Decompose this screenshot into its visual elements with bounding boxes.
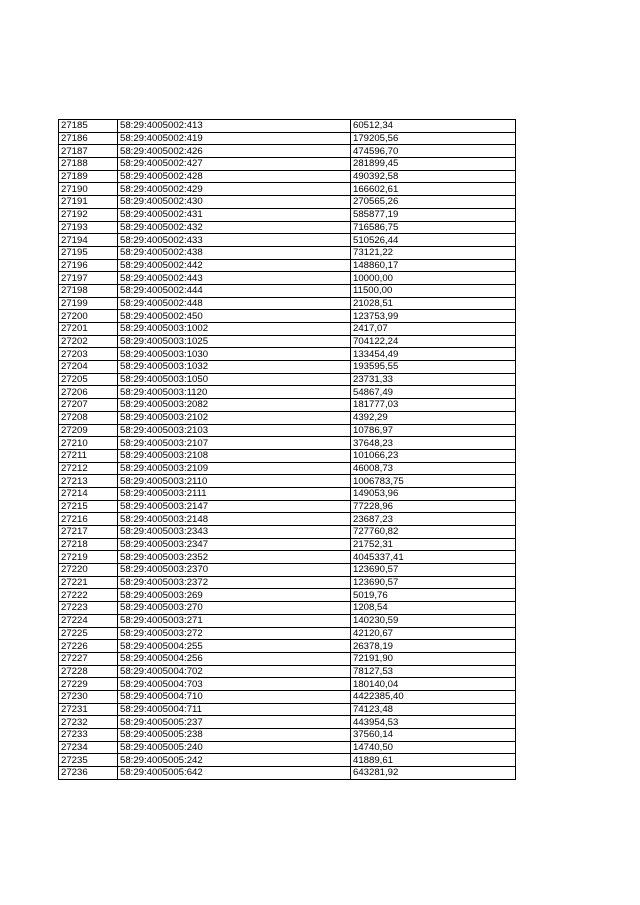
row-number-cell: 27189	[59, 170, 118, 183]
cadastral-number-cell: 58:29:4005003:2370	[118, 564, 351, 577]
table-row	[59, 145, 516, 158]
cadastral-number-cell: 58:29:4005004:255	[118, 640, 351, 653]
table-row	[59, 475, 516, 488]
value-cell: 74123,48	[351, 703, 516, 716]
value-cell: 4045337,41	[351, 551, 516, 564]
row-number-cell: 27225	[59, 627, 118, 640]
value-cell: 21028,51	[351, 297, 516, 310]
table-row	[59, 754, 516, 767]
table-row	[59, 449, 516, 462]
table-row	[59, 411, 516, 424]
value-cell: 180140,04	[351, 678, 516, 691]
table-row	[59, 386, 516, 399]
table-row	[59, 526, 516, 539]
value-cell: 443954,53	[351, 716, 516, 729]
value-cell: 37648,23	[351, 437, 516, 450]
cadastral-number-cell: 58:29:4005002:438	[118, 246, 351, 259]
value-cell: 4422385,40	[351, 690, 516, 703]
cadastral-number-cell: 58:29:4005002:429	[118, 183, 351, 196]
value-cell: 490392,58	[351, 170, 516, 183]
value-cell: 1006783,75	[351, 475, 516, 488]
value-cell: 123753,99	[351, 310, 516, 323]
cadastral-number-cell: 58:29:4005002:433	[118, 234, 351, 247]
cadastral-number-cell: 58:29:4005002:413	[118, 120, 351, 133]
row-number-cell: 27232	[59, 716, 118, 729]
cadastral-number-cell: 58:29:4005004:711	[118, 703, 351, 716]
cadastral-number-cell: 58:29:4005003:270	[118, 602, 351, 615]
row-number-cell: 27222	[59, 589, 118, 602]
table-row	[59, 361, 516, 374]
row-number-cell: 27203	[59, 348, 118, 361]
cadastral-value-table	[58, 119, 516, 780]
value-cell: 54867,49	[351, 386, 516, 399]
value-cell: 4392,29	[351, 411, 516, 424]
table-row	[59, 500, 516, 513]
cadastral-number-cell: 58:29:4005003:1032	[118, 361, 351, 374]
value-cell: 166602,61	[351, 183, 516, 196]
cadastral-number-cell: 58:29:4005002:448	[118, 297, 351, 310]
cadastral-number-cell: 58:29:4005003:1050	[118, 373, 351, 386]
value-cell: 72191,90	[351, 652, 516, 665]
cadastral-number-cell: 58:29:4005002:443	[118, 272, 351, 285]
table-row	[59, 424, 516, 437]
value-cell: 37560,14	[351, 729, 516, 742]
row-number-cell: 27207	[59, 399, 118, 412]
value-cell: 149053,96	[351, 487, 516, 500]
cadastral-number-cell: 58:29:4005004:702	[118, 665, 351, 678]
row-number-cell: 27193	[59, 221, 118, 234]
row-number-cell: 27199	[59, 297, 118, 310]
cadastral-number-cell: 58:29:4005003:2109	[118, 462, 351, 475]
value-cell: 643281,92	[351, 767, 516, 780]
table-row	[59, 703, 516, 716]
value-cell: 101066,23	[351, 449, 516, 462]
value-cell: 11500,00	[351, 284, 516, 297]
row-number-cell: 27206	[59, 386, 118, 399]
row-number-cell: 27209	[59, 424, 118, 437]
value-cell: 133454,49	[351, 348, 516, 361]
row-number-cell: 27196	[59, 259, 118, 272]
table-row	[59, 246, 516, 259]
row-number-cell: 27221	[59, 576, 118, 589]
cadastral-number-cell: 58:29:4005005:642	[118, 767, 351, 780]
table-row	[59, 564, 516, 577]
table-row	[59, 323, 516, 336]
value-cell: 281899,45	[351, 158, 516, 171]
row-number-cell: 27236	[59, 767, 118, 780]
value-cell: 14740,50	[351, 741, 516, 754]
row-number-cell: 27234	[59, 741, 118, 754]
cadastral-number-cell: 58:29:4005003:2352	[118, 551, 351, 564]
row-number-cell: 27187	[59, 145, 118, 158]
cadastral-number-cell: 58:29:4005003:2372	[118, 576, 351, 589]
table-row	[59, 170, 516, 183]
value-cell: 23731,33	[351, 373, 516, 386]
cadastral-number-cell: 58:29:4005005:242	[118, 754, 351, 767]
table-row	[59, 690, 516, 703]
value-cell: 78127,53	[351, 665, 516, 678]
row-number-cell: 27211	[59, 449, 118, 462]
table-row	[59, 234, 516, 247]
value-cell: 42120,67	[351, 627, 516, 640]
row-number-cell: 27204	[59, 361, 118, 374]
row-number-cell: 27215	[59, 500, 118, 513]
row-number-cell: 27229	[59, 678, 118, 691]
row-number-cell: 27208	[59, 411, 118, 424]
row-number-cell: 27192	[59, 208, 118, 221]
value-cell: 73121,22	[351, 246, 516, 259]
row-number-cell: 27226	[59, 640, 118, 653]
table-row	[59, 576, 516, 589]
row-number-cell: 27185	[59, 120, 118, 133]
cadastral-number-cell: 58:29:4005005:238	[118, 729, 351, 742]
cadastral-number-cell: 58:29:4005003:271	[118, 614, 351, 627]
table-row	[59, 602, 516, 615]
value-cell: 704122,24	[351, 335, 516, 348]
cadastral-number-cell: 58:29:4005003:2111	[118, 487, 351, 500]
cadastral-number-cell: 58:29:4005005:237	[118, 716, 351, 729]
cadastral-number-cell: 58:29:4005002:426	[118, 145, 351, 158]
value-cell: 123690,57	[351, 576, 516, 589]
value-cell: 140230,59	[351, 614, 516, 627]
cadastral-number-cell: 58:29:4005004:710	[118, 690, 351, 703]
table-row	[59, 487, 516, 500]
table-row	[59, 767, 516, 780]
value-cell: 2417,07	[351, 323, 516, 336]
table-row	[59, 297, 516, 310]
row-number-cell: 27218	[59, 538, 118, 551]
table-row	[59, 652, 516, 665]
table-row	[59, 665, 516, 678]
row-number-cell: 27213	[59, 475, 118, 488]
row-number-cell: 27202	[59, 335, 118, 348]
value-cell: 10786,97	[351, 424, 516, 437]
row-number-cell: 27216	[59, 513, 118, 526]
table-row	[59, 627, 516, 640]
cadastral-number-cell: 58:29:4005003:2343	[118, 526, 351, 539]
cadastral-number-cell: 58:29:4005003:2110	[118, 475, 351, 488]
cadastral-number-cell: 58:29:4005003:2082	[118, 399, 351, 412]
value-cell: 10000,00	[351, 272, 516, 285]
cadastral-number-cell: 58:29:4005002:450	[118, 310, 351, 323]
table-row	[59, 437, 516, 450]
row-number-cell: 27191	[59, 196, 118, 209]
row-number-cell: 27194	[59, 234, 118, 247]
row-number-cell: 27217	[59, 526, 118, 539]
row-number-cell: 27219	[59, 551, 118, 564]
table-row	[59, 335, 516, 348]
row-number-cell: 27223	[59, 602, 118, 615]
value-cell: 270565,26	[351, 196, 516, 209]
cadastral-number-cell: 58:29:4005003:1030	[118, 348, 351, 361]
row-number-cell: 27205	[59, 373, 118, 386]
cadastral-number-cell: 58:29:4005004:256	[118, 652, 351, 665]
value-cell: 181777,03	[351, 399, 516, 412]
value-cell: 60512,34	[351, 120, 516, 133]
row-number-cell: 27220	[59, 564, 118, 577]
row-number-cell: 27227	[59, 652, 118, 665]
row-number-cell: 27200	[59, 310, 118, 323]
cadastral-number-cell: 58:29:4005003:1120	[118, 386, 351, 399]
cadastral-number-cell: 58:29:4005003:272	[118, 627, 351, 640]
row-number-cell: 27224	[59, 614, 118, 627]
cadastral-number-cell: 58:29:4005002:444	[118, 284, 351, 297]
table-row	[59, 513, 516, 526]
cadastral-number-cell: 58:29:4005002:419	[118, 132, 351, 145]
table-row	[59, 196, 516, 209]
table-row	[59, 183, 516, 196]
cadastral-number-cell: 58:29:4005002:432	[118, 221, 351, 234]
value-cell: 1208,54	[351, 602, 516, 615]
row-number-cell: 27188	[59, 158, 118, 171]
value-cell: 21752,31	[351, 538, 516, 551]
cadastral-number-cell: 58:29:4005003:2107	[118, 437, 351, 450]
table-row	[59, 272, 516, 285]
table-row	[59, 132, 516, 145]
value-cell: 77228,96	[351, 500, 516, 513]
value-cell: 5019,76	[351, 589, 516, 602]
row-number-cell: 27233	[59, 729, 118, 742]
value-cell: 41889,61	[351, 754, 516, 767]
value-cell: 474596,70	[351, 145, 516, 158]
value-cell: 716586,75	[351, 221, 516, 234]
row-number-cell: 27186	[59, 132, 118, 145]
row-number-cell: 27214	[59, 487, 118, 500]
value-cell: 179205,56	[351, 132, 516, 145]
row-number-cell: 27235	[59, 754, 118, 767]
table-row	[59, 538, 516, 551]
row-number-cell: 27231	[59, 703, 118, 716]
row-number-cell: 27212	[59, 462, 118, 475]
table-row	[59, 741, 516, 754]
table-row	[59, 729, 516, 742]
table-row	[59, 221, 516, 234]
table-row	[59, 120, 516, 133]
value-cell: 193595,55	[351, 361, 516, 374]
table-row	[59, 348, 516, 361]
row-number-cell: 27190	[59, 183, 118, 196]
cadastral-number-cell: 58:29:4005002:431	[118, 208, 351, 221]
cadastral-number-cell: 58:29:4005002:428	[118, 170, 351, 183]
cadastral-number-cell: 58:29:4005002:430	[118, 196, 351, 209]
value-cell: 585877,19	[351, 208, 516, 221]
table-row	[59, 310, 516, 323]
row-number-cell: 27228	[59, 665, 118, 678]
value-cell: 510526,44	[351, 234, 516, 247]
table-row	[59, 462, 516, 475]
table-row	[59, 399, 516, 412]
value-cell: 123690,57	[351, 564, 516, 577]
table-row	[59, 208, 516, 221]
value-cell: 148860,17	[351, 259, 516, 272]
cadastral-number-cell: 58:29:4005003:2147	[118, 500, 351, 513]
table-row	[59, 640, 516, 653]
cadastral-number-cell: 58:29:4005003:2102	[118, 411, 351, 424]
table-row	[59, 614, 516, 627]
row-number-cell: 27210	[59, 437, 118, 450]
cadastral-number-cell: 58:29:4005003:2347	[118, 538, 351, 551]
table-row	[59, 259, 516, 272]
table-row	[59, 373, 516, 386]
cadastral-number-cell: 58:29:4005002:442	[118, 259, 351, 272]
row-number-cell: 27201	[59, 323, 118, 336]
table-row	[59, 678, 516, 691]
cadastral-number-cell: 58:29:4005002:427	[118, 158, 351, 171]
value-cell: 23687,23	[351, 513, 516, 526]
row-number-cell: 27198	[59, 284, 118, 297]
row-number-cell: 27197	[59, 272, 118, 285]
row-number-cell: 27195	[59, 246, 118, 259]
table-body	[59, 120, 516, 780]
cadastral-number-cell: 58:29:4005003:2148	[118, 513, 351, 526]
row-number-cell: 27230	[59, 690, 118, 703]
table-row	[59, 158, 516, 171]
cadastral-number-cell: 58:29:4005003:269	[118, 589, 351, 602]
cadastral-number-cell: 58:29:4005003:1002	[118, 323, 351, 336]
table-row	[59, 589, 516, 602]
value-cell: 727760,82	[351, 526, 516, 539]
table-row	[59, 716, 516, 729]
table-row	[59, 284, 516, 297]
cadastral-number-cell: 58:29:4005003:1025	[118, 335, 351, 348]
cadastral-number-cell: 58:29:4005003:2108	[118, 449, 351, 462]
table-row	[59, 551, 516, 564]
value-cell: 46008,73	[351, 462, 516, 475]
cadastral-number-cell: 58:29:4005005:240	[118, 741, 351, 754]
cadastral-number-cell: 58:29:4005003:2103	[118, 424, 351, 437]
value-cell: 26378,19	[351, 640, 516, 653]
cadastral-number-cell: 58:29:4005004:703	[118, 678, 351, 691]
